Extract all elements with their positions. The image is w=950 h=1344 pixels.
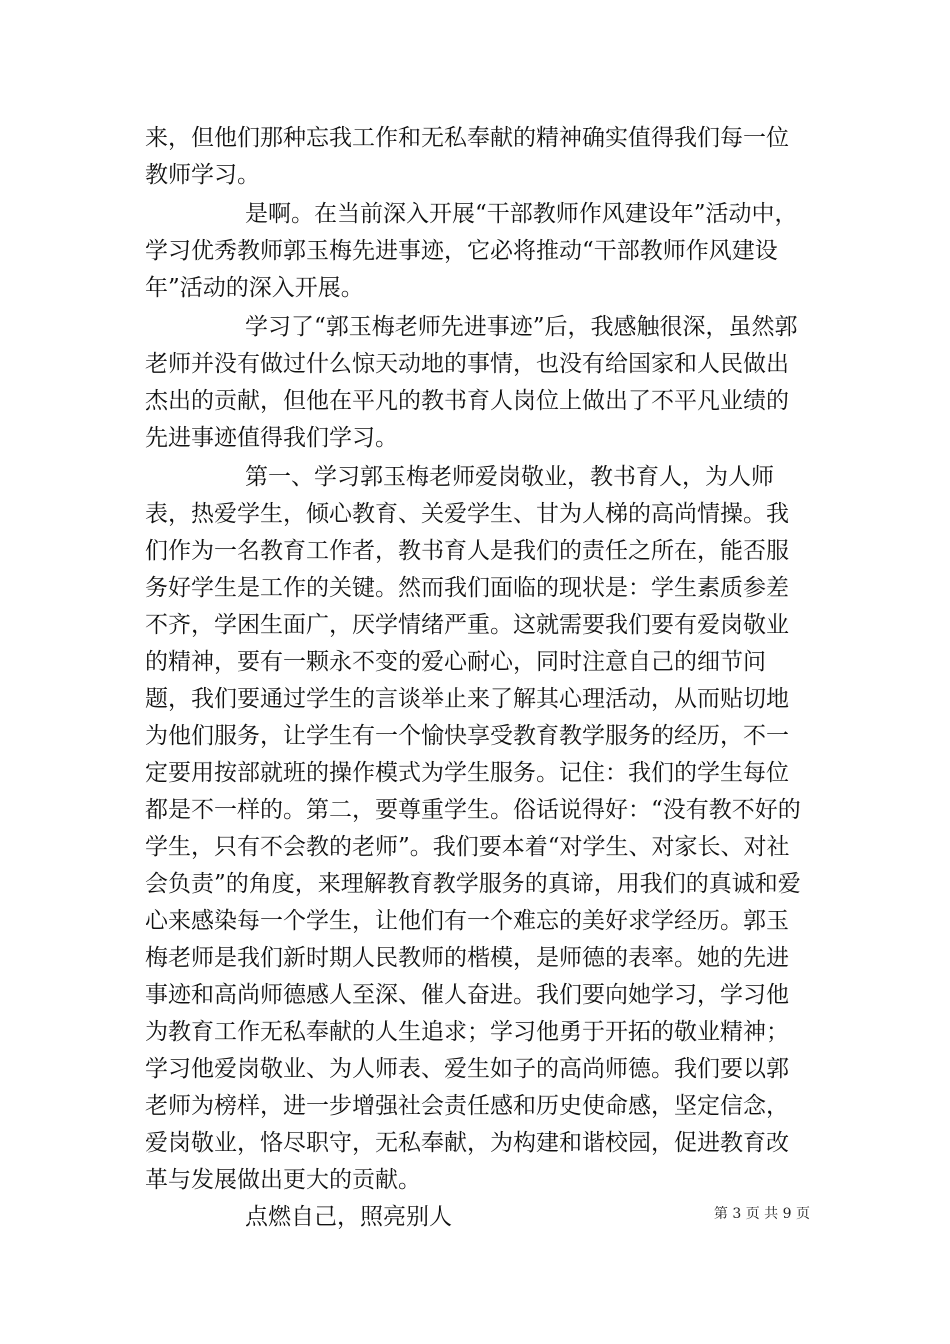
paragraph-learned-deeds: 学习了“郭玉梅老师先进事迹”后，我感触很深，虽然郭老师并没有做过什么惊天动地的事情，也没有给国家和人民做出杰出的贡献，但他在平凡的教书育人岗位上做出了不平凡业绩的先进事迹值得我们学习。 xyxy=(145,314,798,451)
paragraph-work-style-year: 是啊。在当前深入开展“干部教师作风建设年”活动中，学习优秀教师郭玉梅先进事迹，它必将推动“干部教师作风建设年”活动的深入开展。 xyxy=(145,201,798,301)
document-body xyxy=(145,120,807,1236)
paragraph-continuation: 来，但他们那种忘我工作和无私奉献的精神确实值得我们每一位教师学习。 xyxy=(145,125,789,188)
page-number-footer: 第 3 页 共 9 页 xyxy=(713,1206,810,1222)
paragraph-heading-light-others: 点燃自己，照亮别人 xyxy=(245,1204,452,1230)
paragraph-first-second-points: 第一、学习郭玉梅老师爱岗敬业，教书育人，为人师表，热爱学生，倾心教育、关爱学生、甘为人梯的高尚情操。我们作为一名教育工作者，教书育人是我们的责任之所在，能否服务好学生是工作的关键。然而我们面临的现状是：学生素质参差不齐，学困生面广，厌学情绪严重。这就需要我们要有爱岗敬业的精神，要有一颗永不变的爱心耐心，同时注意自己的细节问题，我们要通过学生的言谈举止来了解其心理活动，从而贴切地为他们服务，让学生有一个愉快享受教育教学服务的经历，不一定要用按部就班的操作模式为学生服务。记住：我们的学生每位都是不一样的。第二，要尊重学生。俗话说得好：“没有教不好的学生，只有不会教的老师”。我们要本着“对学生、对家长、对社会负责”的角度，来理解教育教学服务的真谛，用我们的真诚和爱心来感染每一个学生，让他们有一个难忘的美好求学经历。郭玉梅老师是我们新时期人民教师的楷模，是师德的表率。她的先进事迹和高尚师德感人至深、催人奋进。我们要向她学习，学习他为教育工作无私奉献的人生追求；学习他勇于开拓的敬业精神；学习他爱岗敬业、为人师表、爱生如子的高尚师德。我们要以郭老师为榜样，进一步增强社会责任感和历史使命感，坚定信念，爱岗敬业，恪尽职守，无私奉献，为构建和谐校园，促进教育改革与发展做出更大的贡献。 xyxy=(145,464,801,1193)
